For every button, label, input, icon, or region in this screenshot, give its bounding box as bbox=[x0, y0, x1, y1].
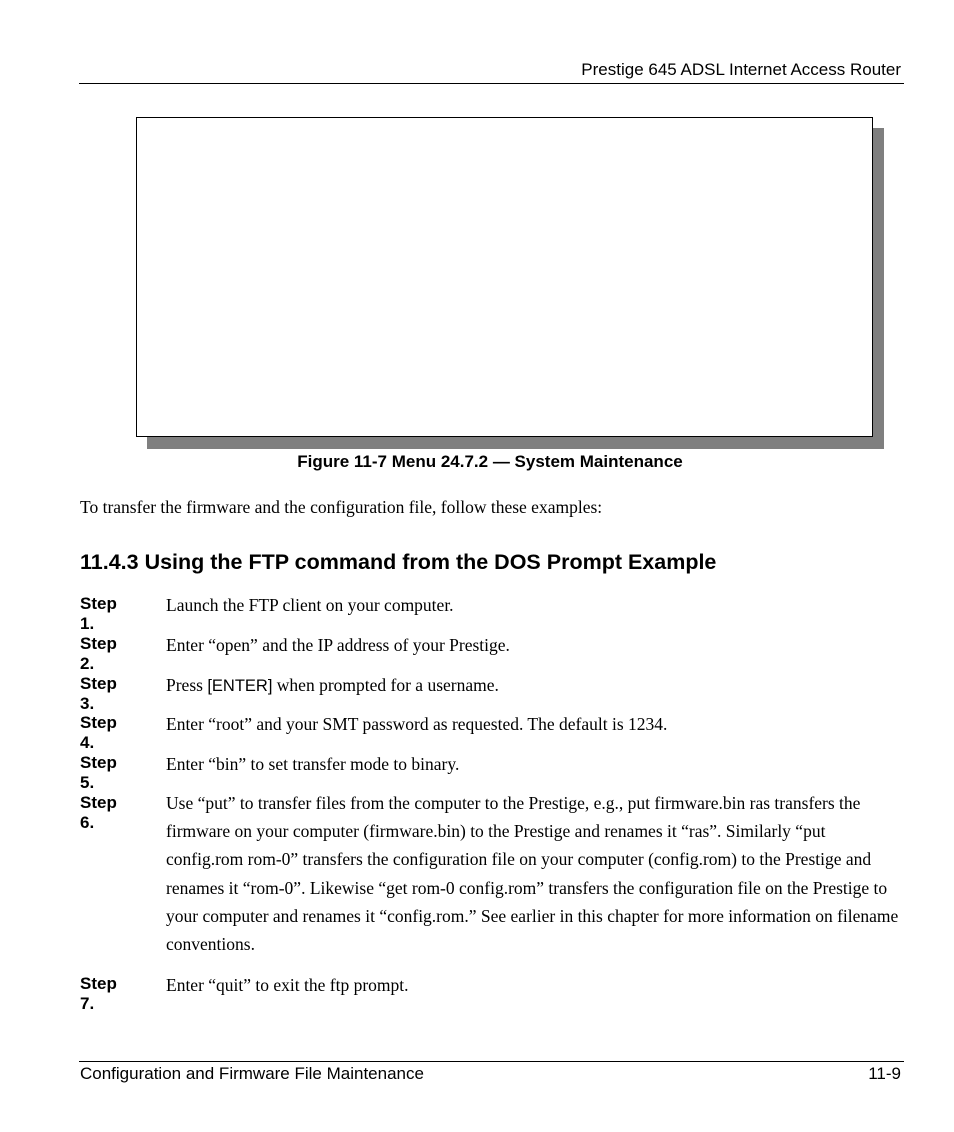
step-1-label: Step 1. bbox=[80, 594, 117, 633]
enter-key-label: [ENTER] bbox=[207, 677, 273, 695]
step-1-text: Launch the FTP client on your computer. bbox=[166, 595, 454, 615]
step-3-text-before: Press bbox=[166, 675, 208, 695]
figure-screen-box bbox=[136, 117, 873, 437]
footer-chapter-title: Configuration and Firmware File Maintenance bbox=[80, 1064, 424, 1083]
step-3-text bbox=[166, 671, 901, 700]
step-2-label: Step 2. bbox=[80, 634, 117, 673]
footer-rule bbox=[79, 1061, 904, 1062]
step-4-text: Enter “root” and your SMT password as requested. The default is 1234. bbox=[166, 714, 668, 734]
section-heading: 11.4.3 Using the FTP command from the DOS Prompt Example bbox=[80, 550, 717, 574]
step-5-label: Step 5. bbox=[80, 753, 117, 792]
step-3-label: Step 3. bbox=[80, 674, 117, 713]
step-5-text: Enter “bin” to set transfer mode to binary. bbox=[166, 754, 460, 774]
step-6-text: Use “put” to transfer files from the computer to the Prestige, e.g., put firmware.bin ras transfers the firmware on your computer (firmware.bin) to the Prestige and renames it “ras”. Similarly “put config.rom rom-0” transfers the configuration file on your computer (config.rom) to the Prestige and renames it “rom-0”. Likewise “get rom-0 config.rom” transfers the configuration file on the Prestige to your computer and renames it “config.rom.” See earlier in this chapter for more information on filename conventions. bbox=[166, 793, 899, 955]
footer-page-number: 11-9 bbox=[868, 1064, 901, 1083]
step-2-text: Enter “open” and the IP address of your Prestige. bbox=[166, 635, 510, 655]
figure-caption: Figure 11-7 Menu 24.7.2 — System Maintenance bbox=[297, 452, 683, 471]
step-7-text: Enter “quit” to exit the ftp prompt. bbox=[166, 975, 409, 995]
step-6-label: Step 6. bbox=[80, 793, 117, 832]
header-rule bbox=[79, 83, 904, 84]
step-7-label: Step 7. bbox=[80, 974, 117, 1013]
intro-paragraph: To transfer the firmware and the configuration file, follow these examples: bbox=[80, 497, 603, 517]
step-4-label: Step 4. bbox=[80, 713, 117, 752]
running-header: Prestige 645 ADSL Internet Access Router bbox=[581, 60, 901, 79]
step-3-text-after: when prompted for a username. bbox=[272, 675, 499, 695]
